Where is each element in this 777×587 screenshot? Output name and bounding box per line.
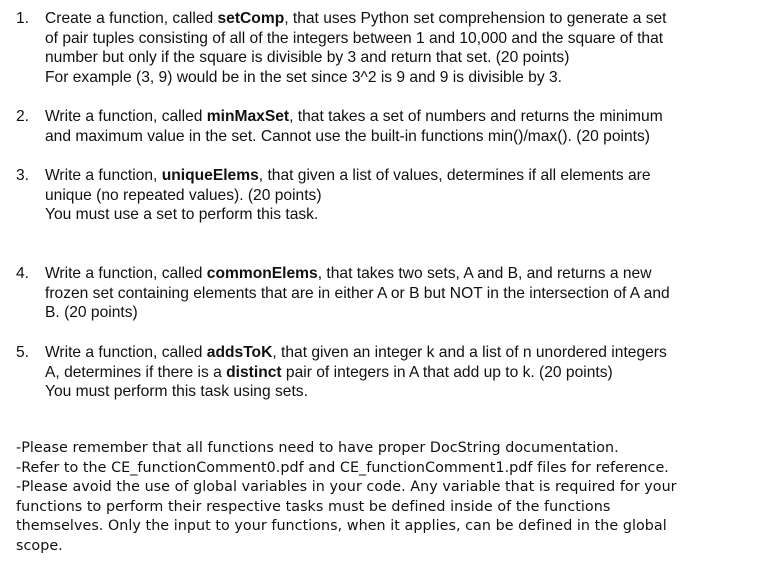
question-line: Create a function, called setComp, that uses Python set comprehension to generate a set [45,10,667,27]
question-4 [16,264,768,323]
question-body [45,166,768,225]
note-line: -Please remember that all functions need to have proper DocString documentation. [16,440,619,456]
question-3 [16,166,768,225]
question-line: Write a function, called addsToK, that given an integer k and a list of n unordered integers [45,344,667,361]
function-name: addsToK [206,344,273,361]
question-line: B. (20 points) [45,304,138,321]
question-5 [16,343,768,402]
note-line: functions to perform their respective tasks must be defined inside of the functions [16,498,611,515]
note-line: themselves. Only the input to your functions, when it applies, can be defined in the global [16,518,667,535]
function-name: minMaxSet [206,108,290,125]
note-line: -Refer to the CE_functionComment0.pdf and CE_functionComment1.pdf files for reference. [16,459,669,476]
function-name: setComp [217,10,285,27]
question-line: of pair tuples consisting of all of the integers between 1 and 10,000 and the square of that [45,29,664,47]
question-line: You must use a set to perform this task. [45,206,319,223]
question-body [45,9,768,87]
question-number: 2. [16,108,30,125]
question-number: 4. [16,265,30,282]
question-line: Write a function, called commonElems, that takes two sets, A and B, and returns a new [45,265,652,282]
question-line: and maximum value in the set. Cannot use the built-in functions min()/max(). (20 points) [45,127,650,145]
question-number: 3. [16,167,30,184]
notes-section [16,439,768,557]
question-body [45,264,768,323]
note-line: -Please avoid the use of global variables in your code. Any variable that is required for your [16,479,677,496]
question-line: A, determines if there is a distinct pair of integers in A that add up to k. (20 points) [45,363,613,381]
function-name: uniqueElems [161,167,259,184]
question-number: 5. [16,344,30,361]
question-body [45,343,768,402]
question-body [45,107,768,146]
question-line: frozen set containing elements that are in either A or B but NOT in the intersection of A and [45,284,670,302]
emphasis-text: distinct [226,363,282,381]
question-line: number but only if the square is divisible by 3 and return that set. (20 points) [45,49,570,66]
question-2 [16,107,768,146]
question-line: Write a function, uniqueElems, that given a list of values, determines if all elements are [45,167,651,184]
function-name: commonElems [206,265,318,282]
note-line: scope. [16,537,63,554]
question-line: You must perform this task using sets. [45,383,308,400]
question-line: For example (3, 9) would be in the set since 3^2 is 9 and 9 is divisible by 3. [45,68,562,86]
question-line: unique (no repeated values). (20 points) [45,186,322,204]
question-1 [16,9,768,87]
question-number: 1. [16,10,30,27]
question-line: Write a function, called minMaxSet, that takes a set of numbers and returns the minimum [45,108,663,125]
